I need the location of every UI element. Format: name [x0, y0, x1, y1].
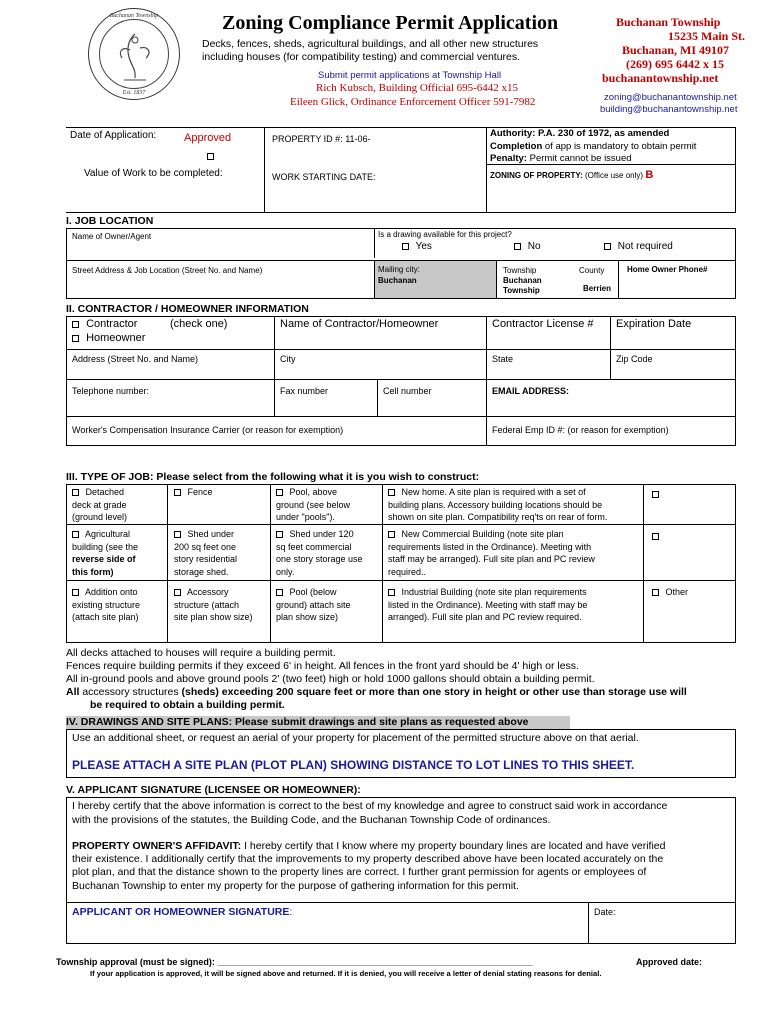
- township-label: Township: [503, 266, 537, 275]
- email-address-label: EMAIL ADDRESS:: [492, 386, 570, 396]
- addition-checkbox[interactable]: [72, 589, 79, 596]
- type-of-job-title: III. TYPE OF JOB: Please select from the following what it is you wish to construct:: [66, 471, 480, 483]
- job-location-title: I. JOB LOCATION: [66, 215, 154, 227]
- property-id-field[interactable]: PROPERTY ID #: 11-06-: [272, 134, 371, 144]
- township-value-line2: Township: [503, 286, 540, 295]
- approved-date-label: Approved date:: [636, 957, 703, 967]
- homeowner-checkbox[interactable]: [72, 335, 79, 342]
- building-official: Rich Kubsch, Building Official 695-6442 x15: [316, 82, 519, 94]
- check-one-note: (check one): [170, 318, 228, 330]
- note-decks: All decks attached to houses will require a building permit.: [66, 647, 336, 659]
- drawing-yes-option[interactable]: Yes: [402, 241, 432, 253]
- ordinance-officer: Eileen Glick, Ordinance Enforcement Officer 591-7982: [290, 96, 536, 108]
- new-home-checkbox[interactable]: [388, 489, 395, 496]
- detached-deck-checkbox[interactable]: [72, 489, 79, 496]
- mailing-city-label: Mailing city:: [378, 265, 420, 274]
- drawing-not-required-option[interactable]: Not required: [604, 241, 673, 253]
- pool-below-ground-checkbox[interactable]: [276, 589, 283, 596]
- extra-row1-checkbox[interactable]: [652, 491, 659, 498]
- attach-site-plan-notice: PLEASE ATTACH A SITE PLAN (PLOT PLAN) SHOWING DISTANCE TO LOT LINES TO THIS SHEET.: [72, 758, 635, 772]
- note-fences: Fences require building permits if they exceed 6' in height. All fences in the front yard should be 4' high or less.: [66, 660, 579, 672]
- drawings-instruction: Use an additional sheet, or request an aerial of your property for placement of the permitted structure above on that aerial.: [72, 732, 639, 744]
- contractor-title: II. CONTRACTOR / HOMEOWNER INFORMATION: [66, 303, 309, 315]
- expiration-date-label: Expiration Date: [616, 318, 692, 330]
- denial-note: If your application is approved, it will be signed above and returned. If it is denied, you will receive a letter of denial stating reasons for denial.: [90, 969, 602, 978]
- drawing-question: Is a drawing available for this project?: [378, 230, 512, 239]
- seal-bottom-text: Est. 1837: [122, 90, 146, 96]
- township-approval-line[interactable]: Township approval (must be signed): _______________________________________________________________: [56, 957, 533, 967]
- street-address-label: Street Address & Job Location (Street No. and Name): [72, 266, 263, 275]
- agricultural-checkbox[interactable]: [72, 531, 79, 538]
- zoning-of-property: ZONING OF PROPERTY: (Office use only) B: [490, 169, 654, 181]
- zoning-email-link[interactable]: zoning@buchanantownship.net: [604, 92, 737, 103]
- job-shed-residential[interactable]: Shed under 200 sq feet one story residential storage shed.: [174, 529, 238, 577]
- value-of-work-label: Value of Work to be completed:: [84, 168, 223, 179]
- certify-line2: with the provisions of the statutes, the Building Code, and the Buchanan Township Code of ordinances.: [72, 814, 551, 826]
- township-website[interactable]: buchanantownship.net: [602, 71, 719, 85]
- submit-instruction: Submit permit applications at Township Hall: [318, 70, 502, 81]
- subtitle-line1: Decks, fences, sheds, agricultural buildings, and all other new structures: [202, 38, 539, 50]
- new-commercial-checkbox[interactable]: [388, 531, 395, 538]
- mailing-city-value: Buchanan: [378, 276, 417, 285]
- approved-status: Approved: [184, 132, 232, 144]
- affidavit-line2: their existence. I additionally certify that the improvements to my property described above have been located accurately on the: [72, 853, 664, 865]
- township-address: 15235 Main St.: [668, 29, 746, 43]
- job-accessory-structure[interactable]: Accessory structure (attach site plan show size): [174, 587, 253, 622]
- shed-residential-checkbox[interactable]: [174, 531, 181, 538]
- job-other[interactable]: Other: [652, 586, 688, 598]
- drawings-title: IV. DRAWINGS AND SITE PLANS: Please submit drawings and site plans as requested above: [66, 716, 529, 728]
- township-name: Buchanan Township: [616, 15, 721, 29]
- job-new-commercial[interactable]: New Commercial Building (note site plan requirements listed in the Ordinance). Meeting with staff may be arranged). Full site plan and PC review required..: [388, 529, 595, 577]
- job-new-home[interactable]: New home. A site plan is required with a set of building plans. Accessory building locations should be shown on site plan. Compatibility req'ts on rear of form.: [388, 487, 608, 522]
- applicant-signature-field[interactable]: APPLICANT OR HOMEOWNER SIGNATURE:: [72, 906, 293, 918]
- fax-label: Fax number: [280, 386, 329, 396]
- job-agricultural-building[interactable]: Agricultural building (see the reverse side of this form): [72, 529, 139, 577]
- form-title: Zoning Compliance Permit Application: [222, 12, 559, 34]
- workers-comp-label: Worker's Compensation Insurance Carrier (or reason for exemption): [72, 425, 344, 435]
- contractor-option[interactable]: Contractor: [72, 318, 137, 330]
- extra-row2-checkbox[interactable]: [652, 533, 659, 540]
- building-email-link[interactable]: building@buchanantownship.net: [600, 104, 738, 115]
- seal-inner-ring: [99, 19, 169, 89]
- job-detached-deck[interactable]: Detached deck at grade (ground level): [72, 487, 128, 522]
- home-owner-phone-label: Home Owner Phone#: [627, 265, 708, 274]
- contractor-name-label: Name of Contractor/Homeowner: [280, 318, 439, 330]
- other-checkbox[interactable]: [652, 589, 659, 596]
- affidavit-line4: Buchanan Township to enter my property for the purpose of gathering information for this permit.: [72, 880, 519, 892]
- contractor-address-label: Address (Street No. and Name): [72, 354, 199, 364]
- job-shed-commercial[interactable]: Shed under 120 sq feet commercial one story storage use only.: [276, 529, 363, 577]
- penalty-text: Penalty: Permit cannot be issued: [490, 153, 632, 164]
- contractor-city-label: City: [280, 354, 296, 364]
- contractor-license-label: Contractor License #: [492, 318, 594, 330]
- township-value-line1: Buchanan: [503, 276, 542, 285]
- industrial-checkbox[interactable]: [388, 589, 395, 596]
- drawing-not-required-checkbox[interactable]: [604, 243, 611, 250]
- fence-checkbox[interactable]: [174, 489, 181, 496]
- owner-agent-label: Name of Owner/Agent: [72, 232, 152, 241]
- drawing-yes-checkbox[interactable]: [402, 243, 409, 250]
- seal-bird-icon: [100, 20, 170, 90]
- seal-top-text: Buchanan Township: [109, 13, 159, 19]
- contractor-state-label: State: [492, 354, 514, 364]
- shed-commercial-checkbox[interactable]: [276, 531, 283, 538]
- federal-emp-id-label: Federal Emp ID #: (or reason for exemption): [492, 425, 669, 435]
- homeowner-option[interactable]: Homeowner: [72, 332, 145, 344]
- certify-line1: I hereby certify that the above information is correct to the best of my knowledge and agree to construct said work in accordance: [72, 800, 668, 812]
- work-start-date-field[interactable]: WORK STARTING DATE:: [272, 172, 376, 182]
- township-phone: (269) 695 6442 x 15: [626, 57, 724, 71]
- county-value: Berrien: [583, 284, 612, 293]
- completion-text: Completion of app is mandatory to obtain permit: [490, 141, 697, 152]
- job-addition[interactable]: Addition onto existing structure (attach site plan): [72, 587, 141, 622]
- contractor-checkbox[interactable]: [72, 321, 79, 328]
- note-pools: All in-ground pools and above ground pools 2' (two feet) high or hold 1000 gallons should obtain a building permit.: [66, 673, 595, 685]
- subtitle-line2: including houses (for compatibility testing) and commercial ventures.: [202, 51, 521, 63]
- county-label: County: [579, 266, 605, 275]
- job-pool-below-ground[interactable]: Pool (below ground) attach site plan show size): [276, 587, 351, 622]
- signature-title: V. APPLICANT SIGNATURE (LICENSEE OR HOMEOWNER):: [66, 784, 361, 796]
- drawing-no-checkbox[interactable]: [514, 243, 521, 250]
- accessory-structure-checkbox[interactable]: [174, 589, 181, 596]
- township-city: Buchanan, MI 49107: [622, 43, 730, 57]
- telephone-label: Telephone number:: [72, 386, 150, 396]
- affidavit-line3: plot plan, and that the distance shown to the property lines are correct. I further grant permission for agents or employees of: [72, 866, 647, 878]
- contractor-zip-label: Zip Code: [616, 354, 653, 364]
- note-accessory-cont: be required to obtain a building permit.: [90, 699, 285, 711]
- date-of-application-label: Date of Application:: [70, 130, 157, 141]
- authority-text: Authority: P.A. 230 of 1972, as amended: [490, 128, 670, 139]
- cell-label: Cell number: [383, 386, 432, 396]
- pool-above-ground-checkbox[interactable]: [276, 489, 283, 496]
- signature-date-field[interactable]: Date:: [594, 907, 616, 917]
- note-accessory: All accessory structures (sheds) exceeding 200 square feet or more than one story in height or other use than storage use will: [66, 686, 687, 698]
- affidavit-line1: PROPERTY OWNER'S AFFIDAVIT: I hereby certify that I know where my property boundary lines are located and have verified: [72, 840, 666, 852]
- job-pool-above-ground[interactable]: Pool, above ground (see below under "pools").: [276, 487, 351, 522]
- job-fence[interactable]: Fence: [174, 486, 213, 498]
- job-industrial-building[interactable]: Industrial Building (note site plan requirements listed in the Ordinance). Meeting with staff may be arranged). Full site plan and PC review required.: [388, 587, 588, 622]
- approved-checkbox[interactable]: [207, 153, 214, 160]
- township-seal: [88, 8, 180, 100]
- drawing-no-option[interactable]: No: [514, 241, 541, 253]
